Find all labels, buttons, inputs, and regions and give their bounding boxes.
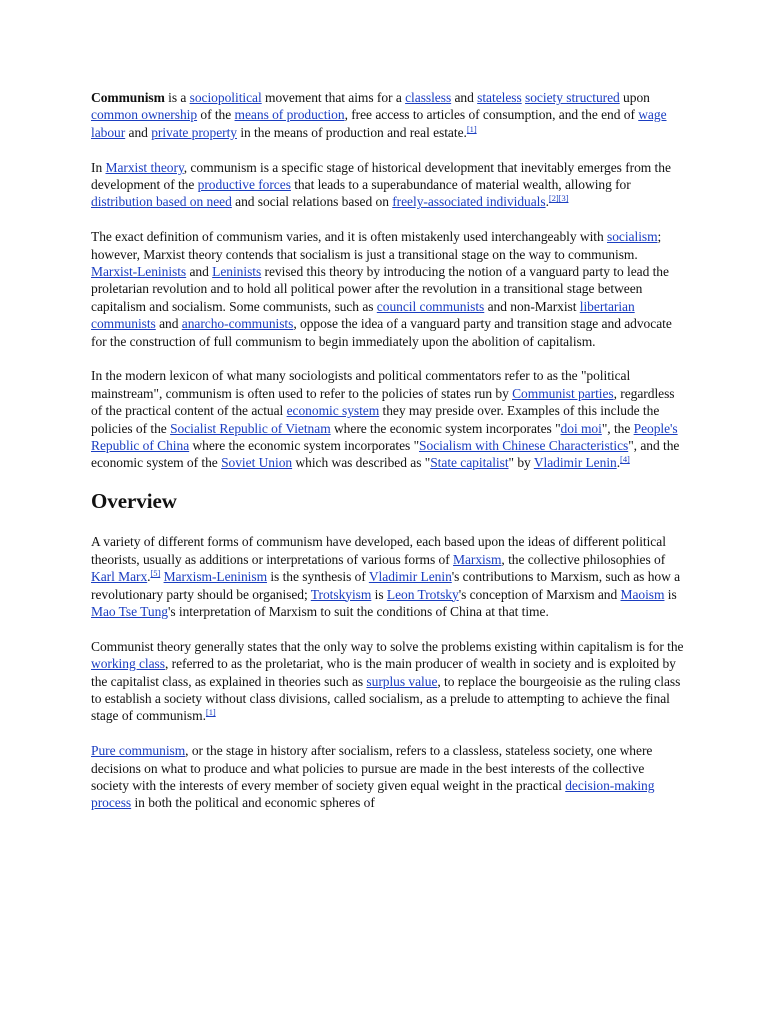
- link-communist-parties[interactable]: Communist parties: [512, 385, 614, 401]
- link-stateless[interactable]: stateless: [477, 90, 522, 105]
- link-people-s-republic-of-china[interactable]: People's Republic of China: [91, 420, 678, 454]
- link-leon-trotsky[interactable]: Leon Trotsky: [386, 586, 459, 602]
- text-run: of the: [197, 107, 235, 123]
- link-state-capitalist[interactable]: State capitalist: [430, 455, 509, 471]
- link-freely-associated-individuals[interactable]: freely-associated individuals: [392, 194, 546, 210]
- text-run: is: [664, 586, 677, 602]
- link-council-communists[interactable]: council communists: [376, 298, 485, 314]
- text-run: in the means of production and real estate.: [237, 124, 467, 140]
- link-libertarian-communists[interactable]: libertarian communists: [91, 298, 635, 332]
- text-run: upon: [619, 90, 650, 105]
- text-run: and social relations based on: [231, 194, 393, 210]
- link-society-structured[interactable]: society structured: [525, 90, 620, 105]
- link-marxist-leninists[interactable]: Marxist-Leninists: [91, 264, 187, 280]
- link-socialism[interactable]: socialism: [607, 229, 658, 245]
- link-decision-making-process[interactable]: decision-making process: [91, 777, 655, 811]
- text-run: and: [155, 316, 182, 332]
- text-run: where the economic system incorporates ": [189, 438, 420, 454]
- text-run: A variety of different forms of communism have developed, each based upon the ideas of different political theorists, usually as additions or interpretations of various forms of: [91, 534, 666, 567]
- link-productive-forces[interactable]: productive forces: [197, 177, 291, 193]
- text-run: In: [91, 159, 106, 175]
- text-run: and: [186, 264, 213, 280]
- link-vladimir-lenin[interactable]: Vladimir Lenin: [533, 455, 617, 471]
- link-means-of-production[interactable]: means of production: [234, 107, 345, 123]
- link-surplus-value[interactable]: surplus value: [366, 673, 438, 689]
- paragraph-communist-theory: [91, 638, 685, 725]
- text-run: ", and the economic system of the: [91, 438, 680, 471]
- link-mao-tse-tung[interactable]: Mao Tse Tung: [91, 603, 168, 619]
- text-run: movement that aims for a: [261, 90, 406, 105]
- link-anarcho-communists[interactable]: anarcho-communists: [181, 316, 294, 332]
- text-run: In the modern lexicon of what many sociologists and political commentators refer to as the "political mainstream", communism is often used to refer to the policies of states run by: [91, 368, 631, 401]
- text-run: ", the: [601, 420, 634, 436]
- text-run: , or the stage in history after socialism, refers to a classless, stateless society, one where decisions on what to produce and what policies to pursue are made in the best interests of the collective society with the interests of every member of society given equal weight in the practical: [91, 743, 653, 793]
- link-leninists[interactable]: Leninists: [212, 264, 262, 280]
- section-heading-overview: Overview: [91, 489, 177, 514]
- citation-ref[interactable]: [206, 707, 216, 717]
- citation-link[interactable]: [1]: [466, 123, 477, 134]
- link-private-property[interactable]: private property: [151, 124, 237, 140]
- text-run: ; however, Marxist theory contends that socialism is just a transitional stage on the way to communism.: [91, 229, 662, 262]
- link-sociopolitical[interactable]: sociopolitical: [189, 90, 262, 105]
- text-run: where the economic system incorporates ": [330, 420, 561, 436]
- link-trotskyism[interactable]: Trotskyism: [310, 586, 372, 602]
- citation-link[interactable]: [5]: [150, 568, 161, 579]
- text-run: .: [147, 569, 151, 585]
- text-run: " by: [508, 455, 534, 471]
- link-pure-communism[interactable]: Pure communism: [91, 743, 186, 759]
- text-run: 's contributions to Marxism, such as how a revolutionary party should be organised;: [91, 569, 681, 602]
- text-run: revised this theory by introducing the notion of a vanguard party to lead the proletarian revolution and to hold all political power after the revolution in a transitional stage between capitalism and socialism. Some communists, such as: [91, 264, 669, 314]
- citation-link[interactable]: [4]: [620, 454, 630, 465]
- bold-term: Communism: [91, 90, 165, 105]
- text-run: , free access to articles of consumption, and the end of: [344, 107, 639, 123]
- text-run: 's conception of Marxism and: [458, 586, 621, 602]
- text-run: 's interpretation of Marxism to suit the conditions of China at that time.: [167, 603, 549, 619]
- text-run: and: [451, 90, 478, 105]
- text-run: and: [125, 124, 152, 140]
- link-wage-labour[interactable]: wage labour: [91, 107, 667, 140]
- link-soviet-union[interactable]: Soviet Union: [221, 455, 293, 471]
- text-run: , oppose the idea of a vanguard party and transition stage and advocate for the construction of full communism to begin immediately upon the abolition of capitalism.: [91, 316, 672, 349]
- text-run: .: [545, 194, 549, 210]
- citation-link[interactable]: [1]: [205, 707, 216, 718]
- article-body: [91, 89, 685, 829]
- link-marxism[interactable]: Marxism: [453, 551, 502, 567]
- link-classless[interactable]: classless: [405, 90, 452, 105]
- text-run: , communism is a specific stage of historical development that inevitably emerges from the development of the: [91, 159, 671, 193]
- text-run: , regardless of the practical content of the actual: [91, 385, 675, 419]
- text-run: .: [616, 455, 621, 471]
- link-working-class[interactable]: working class: [91, 656, 165, 672]
- text-run: is the synthesis of: [267, 569, 369, 585]
- link-economic-system[interactable]: economic system: [286, 403, 380, 419]
- paragraph-intro: [91, 89, 685, 141]
- link-vladimir-lenin[interactable]: Vladimir Lenin: [368, 569, 452, 585]
- text-run: The exact definition of communism varies, and it is often mistakenly used interchangeably with: [91, 229, 607, 245]
- link-maoism[interactable]: Maoism: [620, 586, 665, 602]
- text-run: is: [371, 586, 387, 602]
- paragraph-marxist-theory: [91, 159, 685, 211]
- paragraph-modern-lexicon: [91, 367, 685, 471]
- link-doi-moi[interactable]: doi moi: [560, 420, 602, 436]
- citation-ref[interactable]: [549, 193, 569, 203]
- text-run: that leads to a superabundance of material wealth, allowing for: [290, 177, 631, 193]
- citation-link[interactable]: [2][3]: [548, 193, 569, 204]
- text-run: , the collective philosophies of: [501, 551, 666, 567]
- text-run: in both the political and economic spheres of: [131, 795, 375, 811]
- paragraph-definition: [91, 228, 685, 350]
- paragraph-forms-of-communism: [91, 533, 685, 620]
- link-marxism-leninism[interactable]: Marxism-Leninism: [163, 569, 268, 585]
- link-socialism-with-chinese-characteristics[interactable]: Socialism with Chinese Characteristics: [419, 438, 629, 454]
- text-run: , to replace the bourgeoisie as the ruling class to establish a society without class divisions, called socialism, as a prelude to attempting to achieve the final stage of communism.: [91, 673, 681, 724]
- text-run: and non-Marxist: [484, 298, 580, 314]
- text-run: , referred to as the proletariat, who is the main producer of wealth in society and is exploited by the capitalist class, as explained in theories such as: [91, 656, 676, 689]
- link-socialist-republic-of-vietnam[interactable]: Socialist Republic of Vietnam: [170, 420, 331, 436]
- citation-ref[interactable]: [150, 568, 160, 578]
- text-run: which was described as ": [292, 455, 431, 471]
- link-distribution-based-on-need[interactable]: distribution based on need: [91, 194, 232, 210]
- text-run: they may preside over. Examples of this include the policies of the: [91, 403, 660, 436]
- link-karl-marx[interactable]: Karl Marx: [91, 569, 148, 585]
- text-run: is a: [164, 90, 190, 105]
- text-run: Communist theory generally states that the only way to solve the problems existing within capitalism is for the: [91, 638, 684, 654]
- link-common-ownership[interactable]: common ownership: [91, 107, 198, 123]
- link-marxist-theory[interactable]: Marxist theory: [105, 159, 184, 175]
- citation-ref[interactable]: [467, 124, 477, 134]
- paragraph-pure-communism: [91, 742, 685, 812]
- citation-ref[interactable]: [620, 454, 630, 464]
